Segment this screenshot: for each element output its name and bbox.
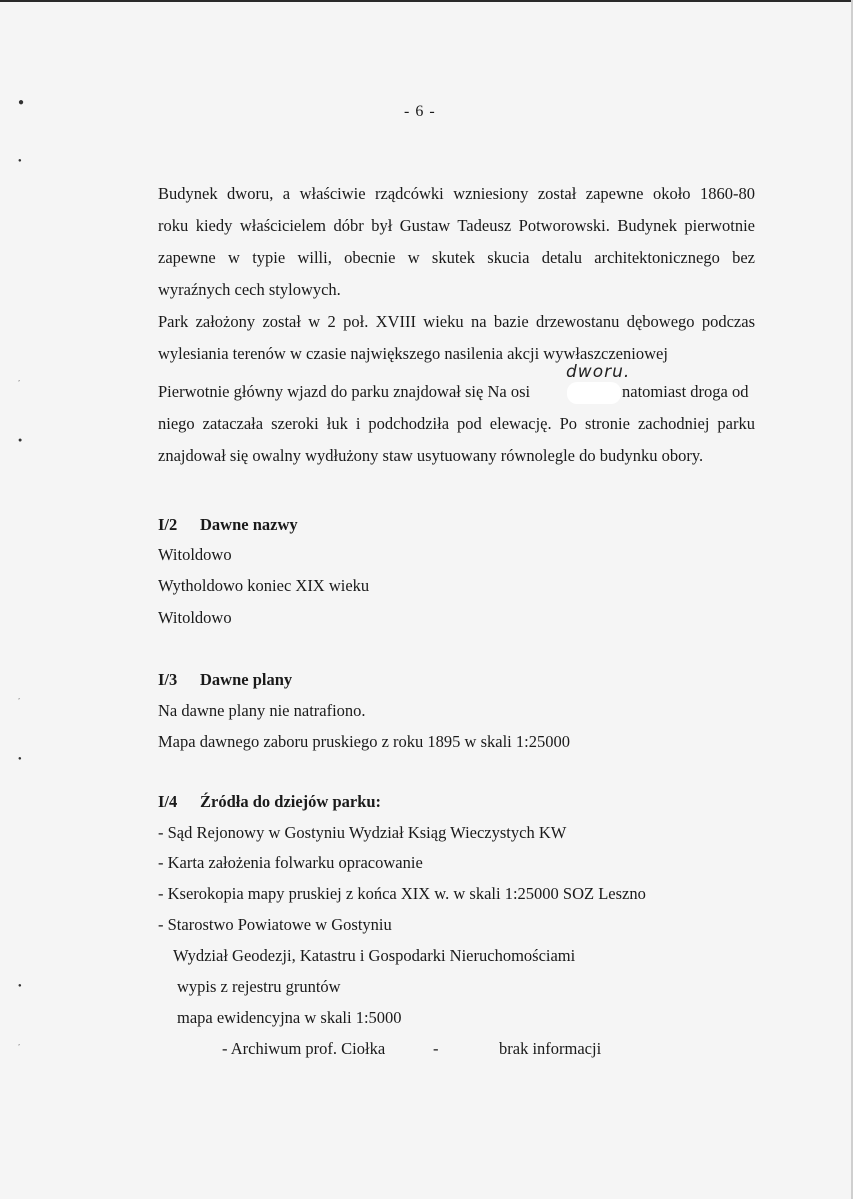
scan-top-edge xyxy=(0,0,853,2)
section-title: Źródła do dziejów parku: xyxy=(200,792,382,811)
paragraph-line: wyraźnych cech stylowych. xyxy=(158,280,341,299)
section-title: Dawne nazwy xyxy=(200,515,298,534)
paragraph-line: znajdował się owalny wydłużony staw usytuowany równolegle do budynku obory. xyxy=(158,446,704,465)
list-item: - Sąd Rejonowy w Gostyniu Wydział Ksiąg Wieczystych KW xyxy=(158,823,567,842)
section-number: I/2 xyxy=(158,515,178,534)
archive-info: brak informacji xyxy=(499,1039,602,1058)
section-number: I/4 xyxy=(158,792,178,811)
paragraph-1 xyxy=(158,178,755,306)
list-line: Witoldowo xyxy=(158,608,232,627)
section-heading xyxy=(158,515,298,535)
margin-speck: ’ xyxy=(18,1044,20,1050)
list-subline: mapa ewidencyjna w skali 1:5000 xyxy=(177,1008,402,1027)
paragraph-line: Pierwotnie główny wjazd do parku znajdował się Na osi xyxy=(158,382,531,401)
margin-speck: ● xyxy=(18,436,23,444)
correction-blot xyxy=(567,382,621,404)
list-line: Wytholdowo koniec XIX wieku xyxy=(158,576,370,595)
section-heading xyxy=(158,792,381,812)
list-subline: wypis z rejestru gruntów xyxy=(177,977,341,996)
paragraph-3 xyxy=(158,408,755,472)
paragraph-line: niego zataczała szeroki łuk i podchodziła pod elewację. Po stronie zachodniej parku xyxy=(158,414,755,433)
margin-speck: ’ xyxy=(18,380,20,386)
paragraph-line: wylesiania terenów w czasie największego nasilenia akcji wywłaszczeniowej xyxy=(158,344,668,363)
list-subline: Wydział Geodezji, Katastru i Gospodarki Nieruchomościami xyxy=(173,946,576,965)
margin-speck: ● xyxy=(18,158,22,164)
margin-speck: ● xyxy=(18,756,22,762)
page-number: - 6 - xyxy=(404,103,436,120)
list-line: Na dawne plany nie natrafiono. xyxy=(158,701,366,720)
list-line: Witoldowo xyxy=(158,545,232,564)
margin-speck: ’ xyxy=(18,698,20,704)
list-item: - Starostwo Powiatowe w Gostyniu xyxy=(158,915,392,934)
list-line: Mapa dawnego zaboru pruskiego z roku 1895 w skali 1:25000 xyxy=(158,732,570,751)
archive-label: - Archiwum prof. Ciołka xyxy=(222,1039,386,1058)
list-item: - Kserokopia mapy pruskiej z końca XIX w. w skali 1:25000 SOZ Leszno xyxy=(158,884,646,903)
paragraph-line: zapewne w typie willi, obecnie w skutek skucia detalu architektonicznego bez xyxy=(158,248,755,267)
archive-dash: - xyxy=(433,1039,439,1058)
margin-speck: ● xyxy=(18,983,22,989)
section-heading xyxy=(158,670,292,690)
paragraph-line: roku kiedy właścicielem dóbr był Gustaw Tadeusz Potworowski. Budynek pierwotnie xyxy=(158,216,755,235)
paragraph-2 xyxy=(158,306,755,370)
section-number: I/3 xyxy=(158,670,178,689)
paragraph-line: natomiast droga od xyxy=(622,382,749,401)
handwritten-note: dworu. xyxy=(566,362,631,382)
paragraph-line: Park założony został w 2 poł. XVIII wieku na bazie drzewostanu dębowego podczas xyxy=(158,312,755,331)
paragraph-line: Budynek dworu, a właściwie rządcówki wzniesiony został zapewne około 1860-80 xyxy=(158,184,755,203)
section-title: Dawne plany xyxy=(200,670,293,689)
list-item: - Karta założenia folwarku opracowanie xyxy=(158,853,423,872)
margin-speck: ● xyxy=(18,97,25,108)
